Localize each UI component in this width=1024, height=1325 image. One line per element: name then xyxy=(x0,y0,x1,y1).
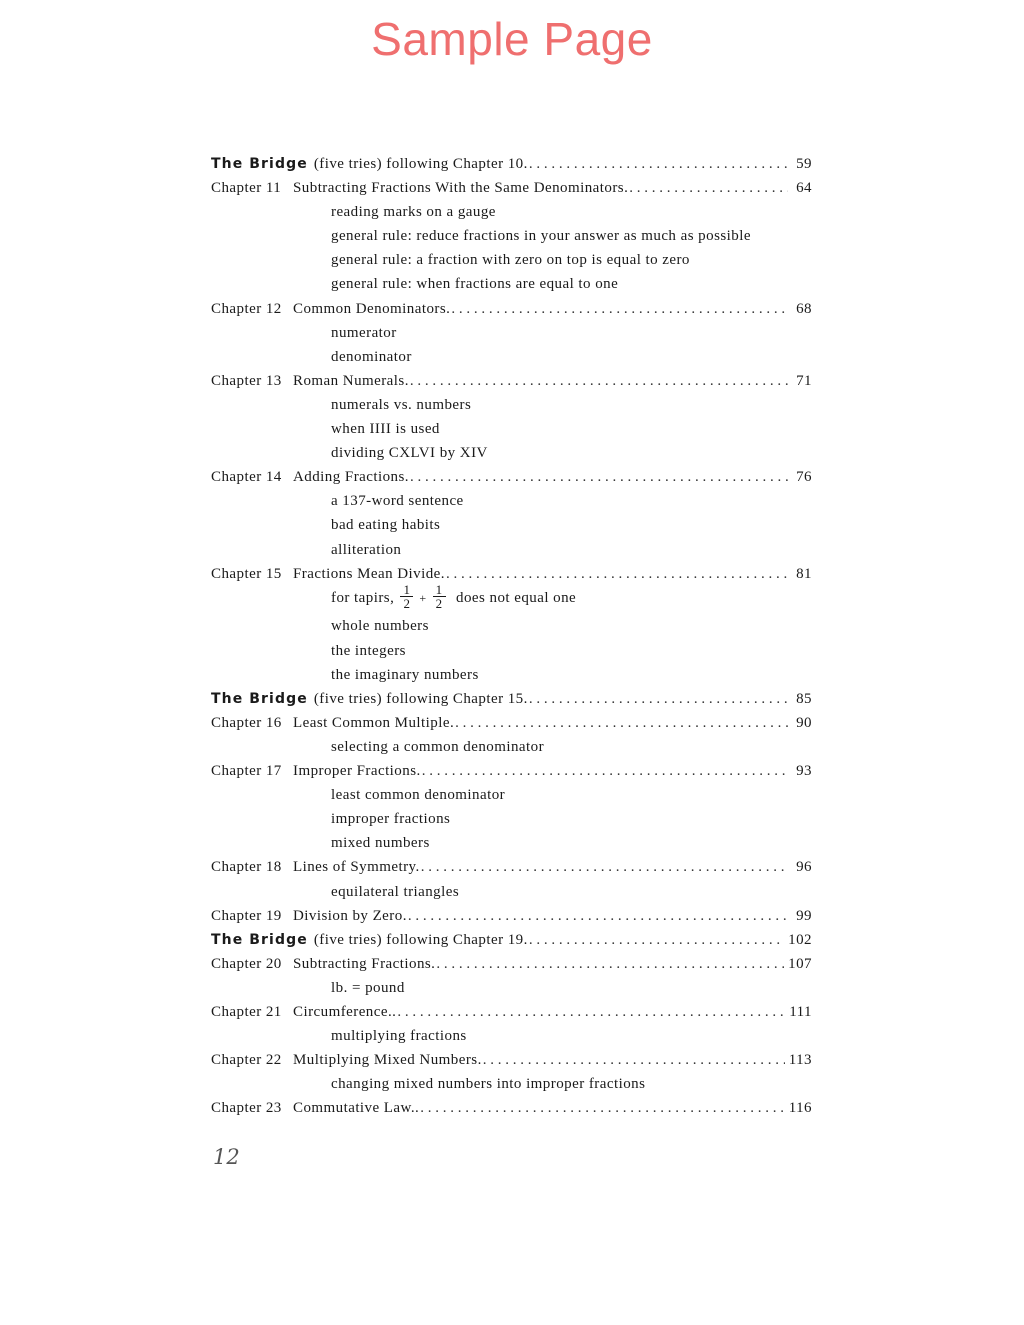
toc-subtopic xyxy=(211,272,812,296)
toc-bridge-entry xyxy=(211,687,812,711)
toc-chapter-entry xyxy=(211,465,812,489)
entry-title: (five tries) following Chapter 15. xyxy=(313,690,528,707)
subtopic-text: alliteration xyxy=(331,541,402,558)
chapter-label: Chapter 11 xyxy=(211,180,282,197)
dot-leader xyxy=(629,176,788,200)
page-number: 12 xyxy=(213,1145,240,1169)
toc-subtopic xyxy=(211,200,812,224)
entry-title: Commutative Law.. xyxy=(293,1100,420,1117)
toc-subtopic xyxy=(211,1024,812,1048)
toc-entry-line xyxy=(211,1048,812,1072)
sample-page-watermark: Sample Page xyxy=(371,13,653,65)
toc-subtopic xyxy=(211,639,812,663)
dot-leader xyxy=(446,562,788,586)
dot-leader xyxy=(436,952,784,976)
toc-subtopic xyxy=(211,345,812,369)
subtopic-text: when IIII is used xyxy=(331,421,440,438)
toc-subtopic-fraction xyxy=(211,581,812,615)
dot-leader xyxy=(483,1048,785,1072)
fraction-numerator: 1 xyxy=(433,583,446,597)
entry-title: Division by Zero. xyxy=(293,907,407,924)
toc-subtopic xyxy=(211,831,812,855)
entry-title: Lines of Symmetry. xyxy=(293,859,420,876)
fraction-one-half xyxy=(433,583,446,610)
toc-entry-line xyxy=(211,855,812,879)
entry-title: Subtracting Fractions. xyxy=(293,955,436,972)
toc-chapter-entry xyxy=(211,176,812,200)
entry-page-number: 90 xyxy=(796,714,812,731)
table-of-contents xyxy=(211,152,812,1120)
subtopic-text: changing mixed numbers into improper fractions xyxy=(331,1076,646,1093)
subtopic-text: a 137-word sentence xyxy=(331,493,464,510)
entry-page-number: 68 xyxy=(796,300,812,317)
toc-chapter-entry xyxy=(211,1048,812,1072)
dot-leader xyxy=(529,687,788,711)
chapter-label: Chapter 14 xyxy=(211,469,282,486)
entry-page-number: 71 xyxy=(796,372,812,389)
bridge-label: The Bridge xyxy=(211,156,308,172)
dot-leader xyxy=(422,759,788,783)
plus-sign: + xyxy=(419,590,427,605)
toc-entry-line xyxy=(211,1096,812,1120)
subtopic-text: numerator xyxy=(331,324,397,341)
fraction-prefix: for tapirs, xyxy=(331,589,395,606)
toc-chapter-entry xyxy=(211,297,812,321)
toc-subtopic xyxy=(211,614,812,638)
toc-subtopic xyxy=(211,976,812,1000)
subtopic-text: dividing CXLVI by XIV xyxy=(331,445,488,462)
entry-title: (five tries) following Chapter 19. xyxy=(313,931,528,948)
toc-entry-line xyxy=(211,952,812,976)
dot-leader xyxy=(529,152,788,176)
toc-subtopic xyxy=(211,248,812,272)
subtopic-text: reading marks on a gauge xyxy=(331,204,496,221)
subtopic-text: whole numbers xyxy=(331,618,429,635)
entry-title: Fractions Mean Divide. xyxy=(293,565,445,582)
fraction-denominator: 2 xyxy=(403,595,411,611)
toc-subtopic xyxy=(211,663,812,687)
entry-page-number: 111 xyxy=(789,1003,812,1020)
chapter-label: Chapter 16 xyxy=(211,714,282,731)
toc-bridge-entry xyxy=(211,152,812,176)
subtopic-text: lb. = pound xyxy=(331,979,405,996)
toc-chapter-entry xyxy=(211,562,812,586)
toc-entry-line xyxy=(211,369,812,393)
subtopic-text: numerals vs. numbers xyxy=(331,396,472,413)
toc-chapter-entry xyxy=(211,952,812,976)
entry-page-number: 59 xyxy=(796,156,812,172)
toc-chapter-entry xyxy=(211,1000,812,1024)
entry-title: Roman Numerals. xyxy=(293,372,409,389)
entry-title: Common Denominators. xyxy=(293,300,451,317)
subtopic-text: bad eating habits xyxy=(331,517,441,534)
chapter-label: Chapter 21 xyxy=(211,1003,282,1020)
entry-page-number: 81 xyxy=(796,565,812,582)
subtopic-text: multiplying fractions xyxy=(331,1028,467,1045)
subtopic-text: general rule: when fractions are equal to one xyxy=(331,276,619,293)
entry-page-number: 116 xyxy=(788,1100,812,1117)
toc-chapter-entry xyxy=(211,855,812,879)
fraction-one-half xyxy=(400,583,413,610)
entry-page-number: 102 xyxy=(788,931,812,948)
bridge-label: The Bridge xyxy=(211,690,308,707)
entry-page-number: 96 xyxy=(796,859,812,876)
entry-title: Multiplying Mixed Numbers. xyxy=(293,1052,482,1069)
entry-page-number: 113 xyxy=(788,1052,812,1069)
chapter-label: Chapter 20 xyxy=(211,955,282,972)
toc-chapter-entry xyxy=(211,711,812,735)
dot-leader xyxy=(410,369,788,393)
toc-entry-line xyxy=(211,1000,812,1024)
toc-subtopic xyxy=(211,321,812,345)
toc-subtopic xyxy=(211,1072,812,1096)
toc-entry-line xyxy=(211,562,812,586)
toc-subtopic xyxy=(211,783,812,807)
toc-entry-line xyxy=(211,687,812,711)
subtopic-text: denominator xyxy=(331,348,412,365)
bridge-label: The Bridge xyxy=(211,931,308,948)
chapter-label: Chapter 17 xyxy=(211,763,282,780)
toc-entry-line xyxy=(211,759,812,783)
subtopic-text: least common denominator xyxy=(331,787,506,804)
chapter-label: Chapter 13 xyxy=(211,372,282,389)
chapter-label: Chapter 19 xyxy=(211,907,282,924)
subtopic-text xyxy=(211,581,577,611)
toc-entry-line xyxy=(211,904,812,928)
subtopic-text: selecting a common denominator xyxy=(331,738,545,755)
chapter-label: Chapter 22 xyxy=(211,1052,282,1069)
dot-leader xyxy=(529,928,784,952)
toc-subtopic xyxy=(211,417,812,441)
subtopic-text: equilateral triangles xyxy=(331,883,460,900)
subtopic-text: the integers xyxy=(331,642,406,659)
fraction-numerator: 1 xyxy=(400,583,413,597)
toc-subtopic xyxy=(211,880,812,904)
toc-bridge-entry xyxy=(211,928,812,952)
entry-title: Least Common Multiple. xyxy=(293,714,455,731)
dot-leader xyxy=(455,711,788,735)
dot-leader xyxy=(408,904,788,928)
toc-chapter-entry xyxy=(211,369,812,393)
entry-title: (five tries) following Chapter 10. xyxy=(313,156,528,172)
chapter-label: Chapter 15 xyxy=(211,565,282,582)
toc-entry-line xyxy=(211,928,812,952)
chapter-label: Chapter 12 xyxy=(211,300,282,317)
subtopic-text: general rule: reduce fractions in your answer as much as possible xyxy=(331,228,751,245)
toc-subtopic xyxy=(211,807,812,831)
entry-page-number: 85 xyxy=(796,690,812,707)
dot-leader xyxy=(420,1096,784,1120)
toc-entry-line xyxy=(211,711,812,735)
dot-leader xyxy=(410,465,788,489)
toc-chapter-entry xyxy=(211,1096,812,1120)
fraction-denominator: 2 xyxy=(435,595,443,611)
entry-page-number: 99 xyxy=(796,907,812,924)
toc-chapter-entry xyxy=(211,904,812,928)
entry-title: Improper Fractions. xyxy=(293,763,421,780)
toc-entry-line xyxy=(211,297,812,321)
toc-subtopic xyxy=(211,735,812,759)
dot-leader xyxy=(397,1000,785,1024)
toc-chapter-entry xyxy=(211,759,812,783)
subtopic-text: general rule: a fraction with zero on top is equal to zero xyxy=(331,252,690,269)
entry-title: Adding Fractions. xyxy=(293,469,409,486)
entry-page-number: 64 xyxy=(796,180,812,197)
entry-title: Subtracting Fractions With the Same Denominators. xyxy=(293,180,629,197)
toc-entry-line xyxy=(211,465,812,489)
dot-leader xyxy=(421,855,788,879)
chapter-label: Chapter 23 xyxy=(211,1100,282,1117)
toc-subtopic xyxy=(211,513,812,537)
entry-title: Circumference.. xyxy=(293,1003,397,1020)
toc-entry-line xyxy=(211,152,812,176)
toc-subtopic xyxy=(211,538,812,562)
chapter-label: Chapter 18 xyxy=(211,859,282,876)
toc-subtopic xyxy=(211,489,812,513)
toc-subtopic xyxy=(211,224,812,248)
entry-page-number: 107 xyxy=(788,955,812,972)
subtopic-text: mixed numbers xyxy=(331,835,430,852)
dot-leader xyxy=(451,297,788,321)
toc-subtopic xyxy=(211,393,812,417)
fraction-suffix: does not equal one xyxy=(456,589,577,606)
toc-entry-line xyxy=(211,176,812,200)
entry-page-number: 76 xyxy=(796,469,812,486)
toc-subtopic xyxy=(211,441,812,465)
subtopic-text: the imaginary numbers xyxy=(331,666,479,683)
subtopic-text: improper fractions xyxy=(331,811,451,828)
entry-page-number: 93 xyxy=(796,763,812,780)
